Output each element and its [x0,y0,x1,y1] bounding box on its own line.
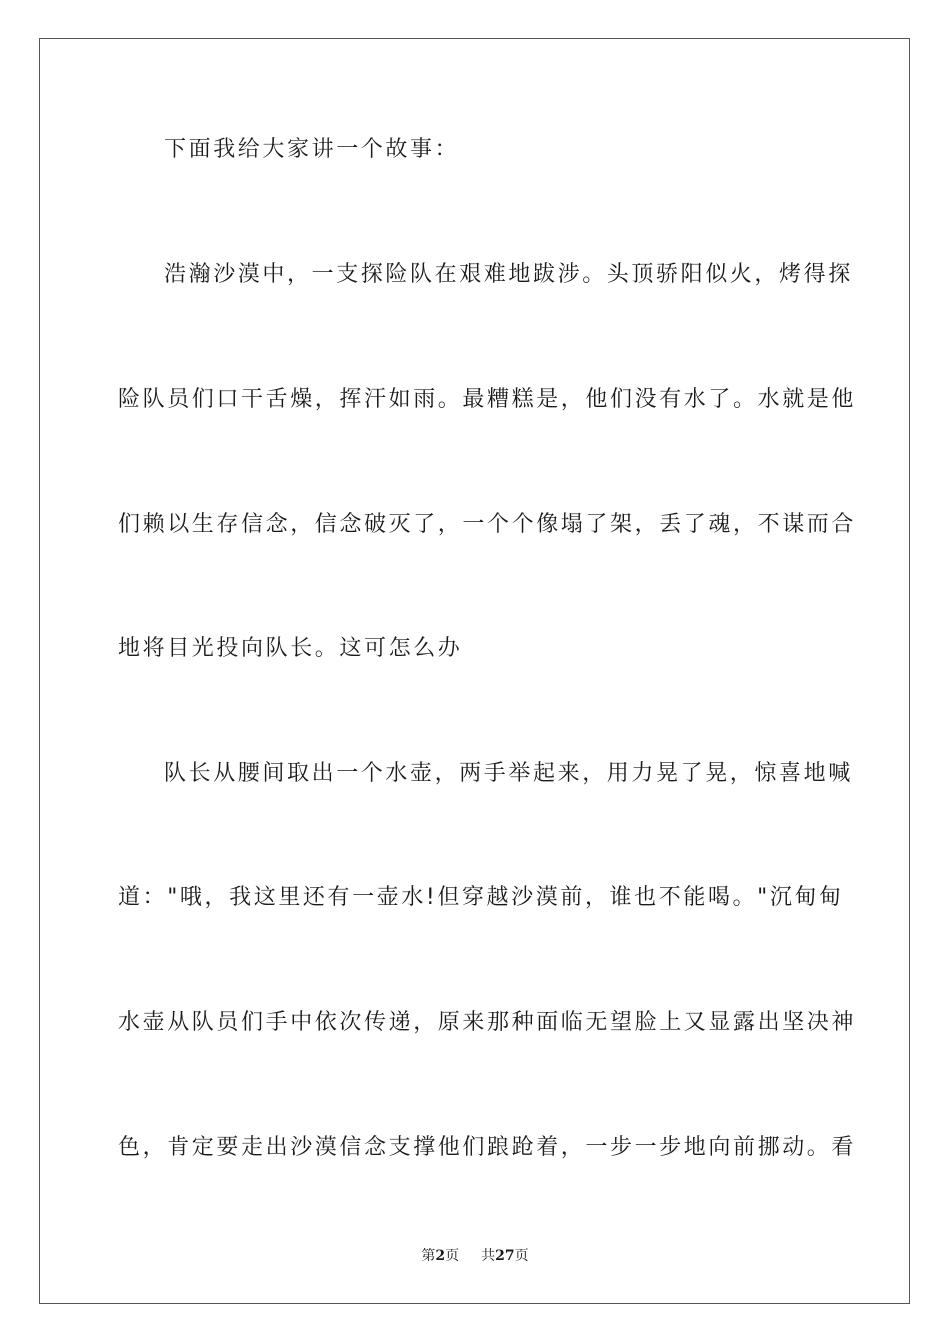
total-prefix: 共 [481,1248,496,1264]
paragraph-line-6: 队长从腰间取出一个水壶，两手举起来，用力晃了晃，惊喜地喊 [164,761,853,786]
paragraph-line-9: 色，肯定要走出沙漠信念支撑他们踉跄着，一步一步地向前挪动。看 [118,1135,857,1160]
total-pages: 27 [495,1248,515,1264]
page-prefix: 第 [421,1248,436,1264]
paragraph-line-8: 水壶从队员们手中依次传递，原来那种面临无望脸上又显露出坚决神 [118,1010,857,1035]
paragraph-line-1: 下面我给大家讲一个故事： [164,137,460,162]
paragraph-line-5: 地将目光投向队长。这可怎么办 [118,636,463,661]
total-suffix: 页 [514,1248,529,1264]
page-border [39,38,910,1304]
page-suffix: 页 [445,1248,460,1264]
page-number: 2 [435,1248,446,1264]
paragraph-line-3: 险队员们口干舌燥，挥汗如雨。最糟糕是，他们没有水了。水就是他 [118,387,857,412]
paragraph-line-7: 道："哦，我这里还有一壶水!但穿越沙漠前，谁也不能喝。"沉甸甸 [118,885,844,910]
page-footer [0,1246,950,1266]
paragraph-line-4: 们赖以生存信念，信念破灭了，一个个像塌了架，丢了魂，不谋而合 [118,512,857,537]
paragraph-line-2: 浩瀚沙漠中，一支探险队在艰难地跋涉。头顶骄阳似火，烤得探 [164,262,853,287]
